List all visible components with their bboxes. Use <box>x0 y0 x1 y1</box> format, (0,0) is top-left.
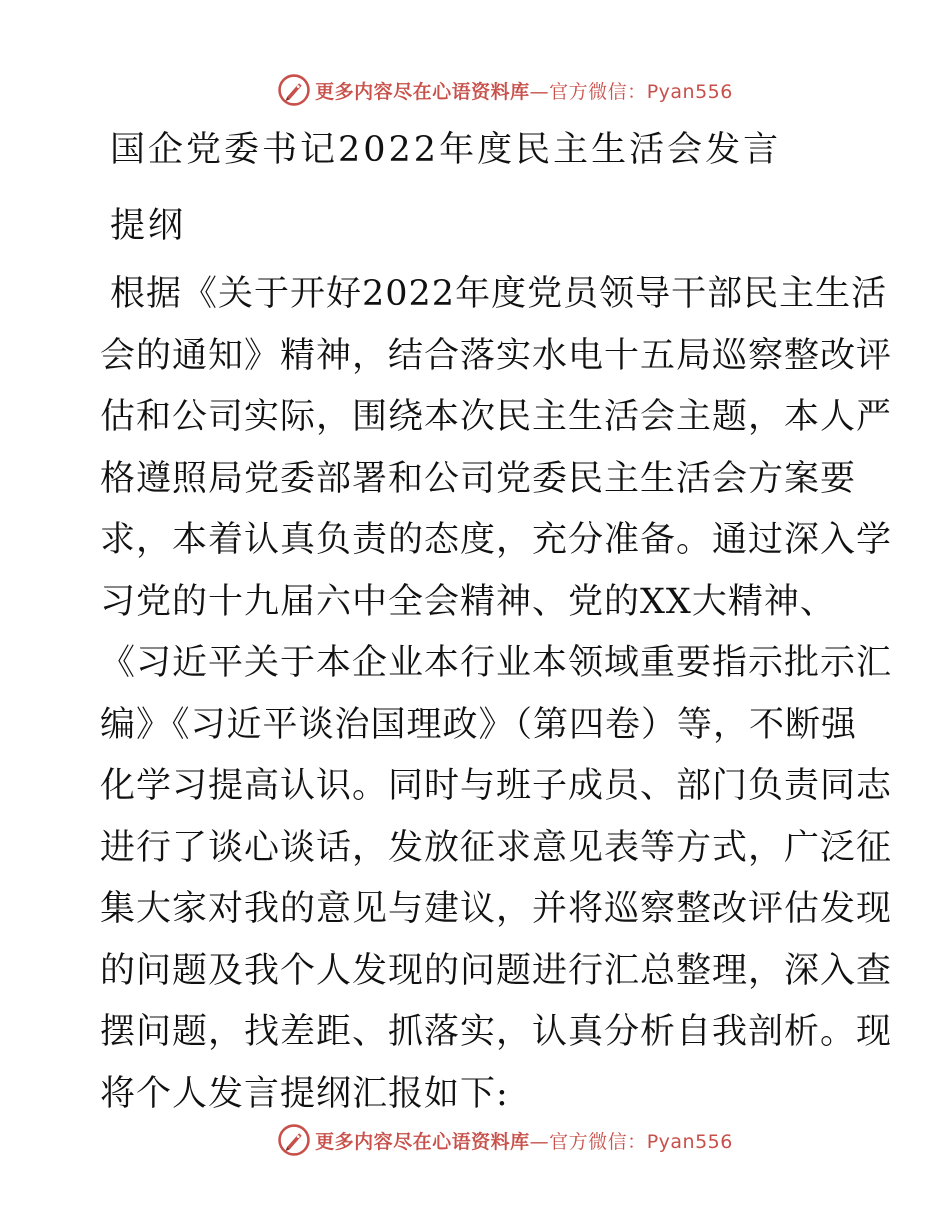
document-subtitle: 提纲 <box>110 206 187 246</box>
body-line: 格遵照局党委部署和公司党委民主生活会方案要 <box>100 458 857 499</box>
watermark-main-text: 更多内容尽在心语资料库 <box>315 80 530 103</box>
body-line: 习党的十九届六中全会精神、党的XX大精神、 <box>100 581 836 622</box>
watermark-label: 官方微信： <box>549 80 647 103</box>
watermark-dash: — <box>529 80 550 103</box>
body-line: 求，本着认真负责的态度，充分准备。通过深入学 <box>100 520 893 560</box>
body-line: 会的通知》精神，结合落实水电十五局巡察整改评 <box>100 335 893 376</box>
body-line: 化学习提高认识。同时与班子成员、部门负责同志 <box>100 766 893 806</box>
body-line: 集大家对我的意见与建议，并将巡察整改评估发现 <box>100 889 893 929</box>
body-line: 进行了谈心谈话，发放征求意见表等方式，广泛征 <box>100 827 893 868</box>
watermark-id: Pyan556 <box>646 80 733 103</box>
body-line: 编》《习近平谈治国理政》（第四卷）等，不断强 <box>100 704 858 745</box>
body-line: 摆问题，找差距、抓落实，认真分析自我剖析。现 <box>100 1012 893 1052</box>
body-line: 估和公司实际，围绕本次民主生活会主题，本人严 <box>100 397 893 437</box>
watermark-main-text: 更多内容尽在心语资料库 <box>315 1130 530 1153</box>
watermark-footer <box>0 1118 950 1162</box>
watermark-label: 官方微信： <box>549 1130 647 1153</box>
body-line: 根据《关于开好2022年度党员领导干部民主生活 <box>110 274 888 314</box>
watermark-dash: — <box>529 1130 550 1153</box>
watermark-header <box>0 68 950 112</box>
pen-nib-logo-icon <box>277 1123 311 1157</box>
body-line: 将个人发言提纲汇报如下: <box>100 1073 509 1114</box>
document-title: 国企党委书记2022年度民主生活会发言 <box>110 130 782 170</box>
body-line: 的问题及我个人发现的问题进行汇总整理，深入查 <box>100 950 893 991</box>
watermark-id: Pyan556 <box>646 1130 733 1153</box>
document-body <box>100 264 893 1125</box>
body-line: 《习近平关于本企业本行业本领域重要指示批示汇 <box>100 643 893 683</box>
pen-nib-logo-icon <box>277 73 311 107</box>
